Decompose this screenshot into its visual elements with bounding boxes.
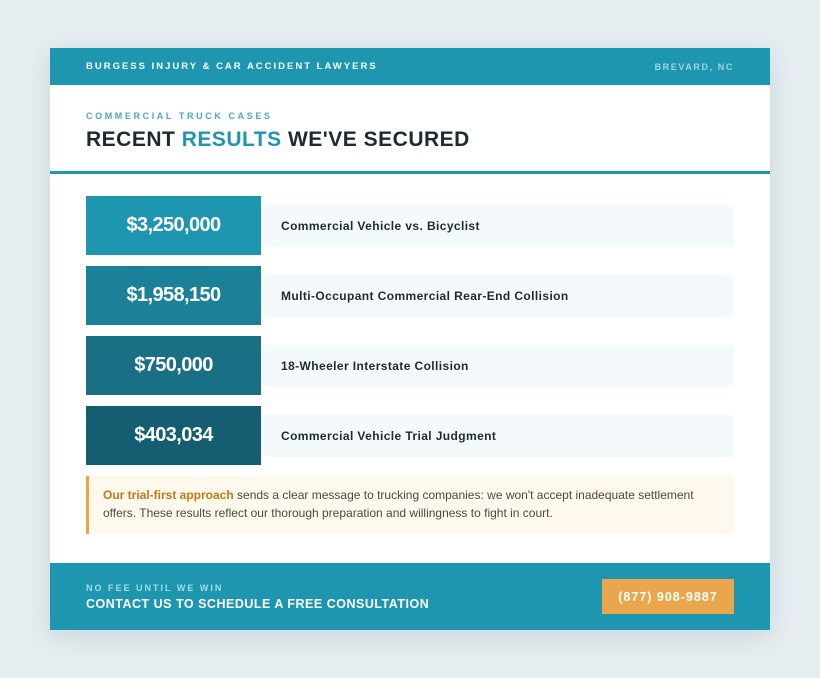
result-description: Commercial Vehicle Trial Judgment bbox=[261, 415, 734, 457]
results-list bbox=[50, 174, 770, 465]
result-row bbox=[86, 196, 734, 255]
title-accent: RESULTS bbox=[181, 128, 282, 151]
results-card bbox=[50, 48, 770, 630]
section-eyebrow: COMMERCIAL TRUCK CASES bbox=[86, 111, 273, 121]
result-description: Multi-Occupant Commercial Rear-End Collision bbox=[261, 275, 734, 317]
result-amount: $750,000 bbox=[86, 336, 261, 395]
no-fee-label: NO FEE UNTIL WE WIN bbox=[86, 582, 224, 593]
result-amount: $403,034 bbox=[86, 406, 261, 465]
footer-text bbox=[86, 583, 429, 611]
result-amount: $1,958,150 bbox=[86, 266, 261, 325]
section-header bbox=[50, 85, 770, 174]
result-amount: $3,250,000 bbox=[86, 196, 261, 255]
note-text: sends a clear message to trucking companies: we won't accept inadequate settlement offers. These results reflect our thorough preparation and willingness to fight in court. bbox=[103, 488, 694, 520]
footer-cta-bar bbox=[50, 563, 770, 630]
title-suffix: WE'VE SECURED bbox=[281, 128, 470, 151]
result-description: 18-Wheeler Interstate Collision bbox=[261, 345, 734, 387]
trial-note bbox=[86, 476, 734, 534]
title-prefix: RECENT bbox=[86, 128, 182, 151]
phone-button[interactable]: (877) 908-9887 bbox=[602, 579, 734, 614]
note-highlight: Our trial-first approach bbox=[103, 488, 234, 502]
firm-location: BREVARD, NC bbox=[654, 61, 734, 72]
page-title bbox=[86, 128, 734, 152]
consultation-cta: CONTACT US TO SCHEDULE A FREE CONSULTATION bbox=[86, 596, 430, 611]
result-row bbox=[86, 266, 734, 325]
result-row bbox=[86, 406, 734, 465]
firm-name: BURGESS INJURY & CAR ACCIDENT LAWYERS bbox=[86, 61, 378, 72]
result-row bbox=[86, 336, 734, 395]
top-bar bbox=[50, 48, 770, 85]
result-description: Commercial Vehicle vs. Bicyclist bbox=[261, 205, 734, 247]
